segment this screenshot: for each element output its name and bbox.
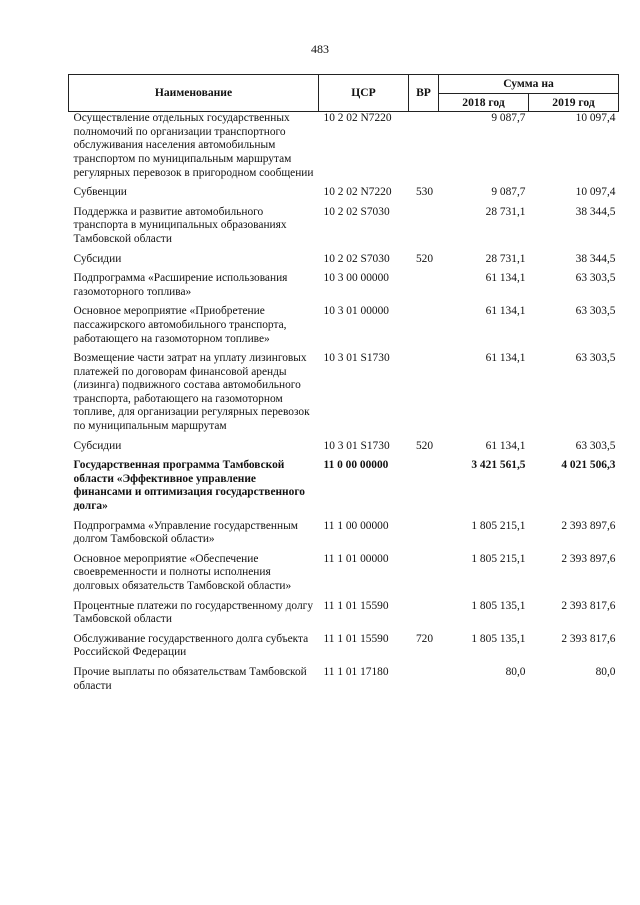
row-sum-2018: 61 134,1 — [485, 272, 526, 285]
row-sum-2019: 80,0 — [595, 665, 616, 678]
row-name: Государственная программа Тамбовской области «Эффективное управление финансами и оптимизация государственного долга» — [73, 459, 305, 513]
row-vr — [409, 553, 439, 600]
page-number: 483 — [311, 42, 329, 56]
row-csr: 10 3 01 00000 — [323, 305, 389, 318]
row-sum-2018: 28 731,1 — [485, 205, 526, 218]
row-csr: 10 2 02 N7220 — [323, 112, 392, 125]
row-csr: 10 3 01 S1730 — [323, 439, 390, 452]
header-csr: ЦСР — [319, 75, 409, 112]
table-row — [69, 553, 619, 600]
table-row — [69, 666, 619, 699]
row-name: Подпрограмма «Управление государственным долгом Тамбовской области» — [73, 519, 298, 546]
row-name: Основное мероприятие «Приобретение пассажирского автомобильного транспорта, работающего на газомоторном топливе» — [73, 305, 287, 345]
row-sum-2019: 2 393 897,6 — [561, 552, 616, 565]
row-sum-2018: 61 134,1 — [485, 439, 526, 452]
row-vr — [409, 272, 439, 305]
row-name: Субсидии — [73, 439, 122, 452]
row-csr: 10 2 02 N7220 — [323, 186, 392, 199]
row-csr: 11 1 01 00000 — [323, 552, 389, 565]
table-row — [69, 352, 619, 440]
table-body — [69, 112, 619, 699]
table-row — [69, 272, 619, 305]
row-vr: 530 — [415, 186, 434, 199]
header-sum: Сумма на — [439, 75, 619, 94]
header-vr: ВР — [409, 75, 439, 112]
row-csr: 10 2 02 S7030 — [323, 205, 390, 218]
row-name: Поддержка и развитие автомобильного транспорта в муниципальных образованиях Тамбовской области — [73, 205, 287, 245]
row-sum-2019: 4 021 506,3 — [561, 459, 616, 472]
row-vr — [409, 520, 439, 553]
row-sum-2018: 3 421 561,5 — [471, 459, 526, 472]
table-row — [69, 305, 619, 352]
table-header — [69, 75, 619, 112]
row-sum-2019: 63 303,5 — [575, 305, 616, 318]
row-sum-2019: 38 344,5 — [575, 252, 616, 265]
row-sum-2019: 2 393 817,6 — [561, 632, 616, 645]
row-sum-2018: 61 134,1 — [485, 352, 526, 365]
table-row — [69, 186, 619, 206]
row-sum-2019: 63 303,5 — [575, 439, 616, 452]
header-year-2019: 2019 год — [529, 93, 619, 112]
row-sum-2019: 10 097,4 — [575, 186, 616, 199]
row-csr: 11 1 01 15590 — [323, 599, 389, 612]
row-name: Обслуживание государственного долга субъекта Российской Федерации — [73, 632, 309, 659]
row-vr — [409, 459, 439, 519]
row-csr: 10 2 02 S7030 — [323, 252, 390, 265]
row-csr: 11 1 01 15590 — [323, 632, 389, 645]
row-sum-2019: 38 344,5 — [575, 205, 616, 218]
row-name: Подпрограмма «Расширение использования газомоторного топлива» — [73, 272, 288, 298]
table-row — [69, 253, 619, 273]
row-sum-2018: 61 134,1 — [485, 305, 526, 318]
row-name: Субвенции — [73, 186, 127, 199]
row-csr: 11 0 00 00000 — [323, 459, 389, 472]
table-row — [69, 440, 619, 460]
row-vr: 720 — [415, 632, 434, 645]
row-name: Осуществление отдельных государственных полномочий по организации транспортного обслуживания населения автомобильным транспортом по муниципальным маршрутам регулярных перевозок в пригородном сообщении — [73, 112, 314, 179]
table-row — [69, 112, 619, 186]
row-sum-2018: 1 805 215,1 — [471, 552, 526, 565]
row-csr: 11 1 01 17180 — [323, 665, 389, 678]
row-sum-2018: 1 805 135,1 — [471, 599, 526, 612]
row-csr: 10 3 00 00000 — [323, 272, 389, 285]
row-csr: 11 1 00 00000 — [323, 519, 389, 532]
row-csr: 10 3 01 S1730 — [323, 352, 390, 365]
row-name: Возмещение части затрат на уплату лизинговых платежей по договорам финансовой аренды (лизинга) подвижного состава автомобильного транспорта, работающего на газомоторном топливе, для организации регулярных перевозок по муниципальным маршрутам — [73, 352, 310, 433]
row-name: Основное мероприятие «Обеспечение своевременности и полноты исполнения долговых обязательств Тамбовской области» — [73, 552, 292, 592]
row-sum-2019: 2 393 817,6 — [561, 599, 616, 612]
row-sum-2019: 63 303,5 — [575, 352, 616, 365]
row-name: Субсидии — [73, 252, 122, 265]
row-vr — [409, 666, 439, 699]
row-vr — [409, 352, 439, 440]
row-sum-2019: 10 097,4 — [575, 112, 616, 125]
row-sum-2018: 80,0 — [505, 665, 526, 678]
header-year-2018: 2018 год — [439, 93, 529, 112]
row-name: Процентные платежи по государственному долгу Тамбовской области — [73, 599, 314, 626]
table-row — [69, 520, 619, 553]
row-sum-2018: 28 731,1 — [485, 252, 526, 265]
header-name: Наименование — [69, 75, 319, 112]
row-sum-2018: 1 805 135,1 — [471, 632, 526, 645]
budget-table — [68, 74, 619, 699]
row-vr — [409, 112, 439, 186]
table-row — [69, 206, 619, 253]
row-sum-2018: 9 087,7 — [491, 112, 526, 125]
row-vr — [409, 305, 439, 352]
table-row — [69, 633, 619, 666]
row-vr: 520 — [415, 252, 434, 265]
row-sum-2018: 1 805 215,1 — [471, 519, 526, 532]
row-vr — [409, 206, 439, 253]
row-name: Прочие выплаты по обязательствам Тамбовской области — [73, 665, 307, 692]
row-sum-2018: 9 087,7 — [491, 186, 526, 199]
row-sum-2019: 63 303,5 — [575, 272, 616, 285]
row-sum-2019: 2 393 897,6 — [561, 519, 616, 532]
row-vr — [409, 600, 439, 633]
row-vr: 520 — [415, 439, 434, 452]
table-row — [69, 459, 619, 519]
table-row — [69, 600, 619, 633]
